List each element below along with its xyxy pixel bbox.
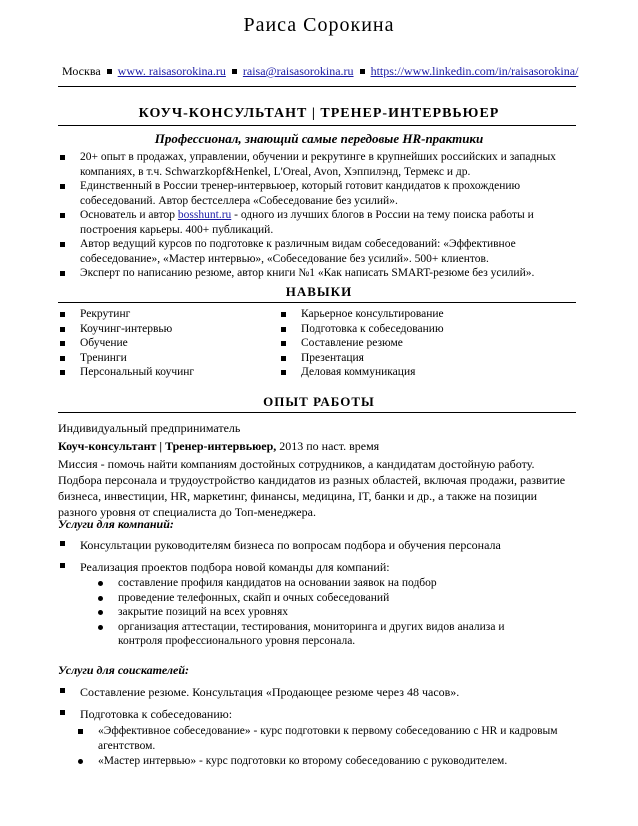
founder-text: Основатель и автор (80, 209, 178, 221)
list-item: Подготовка к собеседованию: (58, 705, 573, 723)
skill-item: Тренинги (58, 351, 288, 366)
skill-item: Презентация (279, 351, 569, 366)
position-title: Коуч-консультант | Тренер-интервьюер, (58, 439, 277, 453)
email-link[interactable]: raisa@raisasorokina.ru (242, 64, 354, 78)
list-item: Составление резюме. Консультация «Продающее резюме через 48 часов». (58, 683, 573, 701)
employer: Индивидуальный предприниматель (58, 421, 241, 435)
candidates-course-list (76, 724, 574, 753)
companies-services-title: Услуги для компаний: (58, 517, 174, 531)
skill-item: Рекрутинг (58, 307, 288, 322)
companies-subservices-list (96, 576, 546, 649)
skill-item: Коучинг-интервью (58, 322, 288, 337)
skill-item: Составление резюме (279, 336, 569, 351)
list-item (58, 208, 573, 237)
skill-item: Подготовка к собеседованию (279, 322, 569, 337)
linkedin-link[interactable]: https://www.linkedin.com/in/raisasorokina/ (370, 64, 579, 78)
list-item: 20+ опыт в продажах, управлении, обучении и рекрутинге в крупнейших российских и западных компаниях, в т.ч. Schwarzkopf&Henkel, L'Oreal, Avon, Хэппилэнд, Термекс и др. (58, 150, 573, 179)
mission-text: Миссия - помочь найти компаниям достойных сотрудников, а кандидатам достойную работу. (58, 457, 535, 471)
position-period: 2013 по наст. время (276, 439, 380, 453)
list-item: Консультации руководителям бизнеса по вопросам подбора и обучения персонала (58, 536, 573, 554)
list-item: «Мастер интервью» - курс подготовки ко второму собеседованию с руководителем. (76, 754, 574, 769)
city: Москва (62, 64, 101, 78)
candidates-services-title: Услуги для соискателей: (58, 663, 190, 677)
skill-item: Карьерное консультирование (279, 307, 569, 322)
candidates-course-list-2 (76, 754, 574, 769)
blog-link[interactable]: bosshunt.ru (177, 209, 232, 221)
list-item: организация аттестации, тестирования, мониторинга и других видов анализа и контроля профессионального уровня персонала. (96, 620, 546, 649)
description-text: Подбора персонала и трудоустройство кандидатов из разных областей, включая продажи, развитие бизнеса, инвестиции, HR, маркетинг, финансы, медицина, IT, банки и др., а также на позиции разного уровня от специалиста до Топ-менеджера. (58, 473, 566, 519)
separator-square-icon (107, 69, 112, 74)
tagline: Профессионал, знающий самые передовые HR-практики (154, 131, 484, 146)
header-divider (58, 86, 576, 87)
founder-text-tail: - одного из лучших блогов в России на тему поиска работы и построения карьеры. 400+ публикаций. (80, 209, 534, 236)
list-item: Реализация проектов подбора новой команды для компаний: (58, 558, 573, 576)
separator-square-icon (360, 69, 365, 74)
list-item: «Эффективное собеседование» - курс подготовки к первому собеседованию с HR и кадровым агентством. (76, 724, 574, 753)
skills-left-list (58, 307, 288, 380)
list-item: составление профиля кандидатов на основании заявок на подбор (96, 576, 546, 591)
list-item: закрытие позиций на всех уровнях (96, 605, 546, 620)
summary-list (58, 150, 573, 281)
skills-divider (58, 302, 576, 303)
list-item: Единственный в России тренер-интервьюер, который готовит кандидатов к прохождению собеседований. Автор бестселлера «Собеседование без усилий». (58, 179, 573, 208)
position-line (58, 438, 573, 454)
list-item: Эксперт по написанию резюме, автор книги №1 «Как написать SMART-резюме без усилий». (58, 266, 573, 281)
candidates-services-list (58, 683, 573, 723)
experience-heading: ОПЫТ РАБОТЫ (263, 394, 375, 409)
skills-heading: НАВЫКИ (285, 284, 353, 299)
skill-item: Деловая коммуникация (279, 365, 569, 380)
skills-right-list (279, 307, 569, 380)
contact-line (62, 64, 578, 79)
candidate-name: Раиса Сорокина (243, 14, 395, 36)
role-title: КОУЧ-КОНСУЛЬТАНТ | ТРЕНЕР-ИНТЕРВЬЮЕР (138, 106, 500, 121)
experience-divider (58, 412, 576, 413)
role-divider (58, 125, 576, 126)
skill-item: Персональный коучинг (58, 365, 288, 380)
list-item: проведение телефонных, скайп и очных собеседований (96, 591, 546, 606)
list-item: Автор ведущий курсов по подготовке к различным видам собеседований: «Эффективное собеседование», «Мастер интервью», «Собеседование без усилий». 500+ клиентов. (58, 237, 573, 266)
skill-item: Обучение (58, 336, 288, 351)
companies-services-list (58, 536, 573, 576)
separator-square-icon (232, 69, 237, 74)
website-link[interactable]: www. raisasorokina.ru (117, 64, 226, 78)
